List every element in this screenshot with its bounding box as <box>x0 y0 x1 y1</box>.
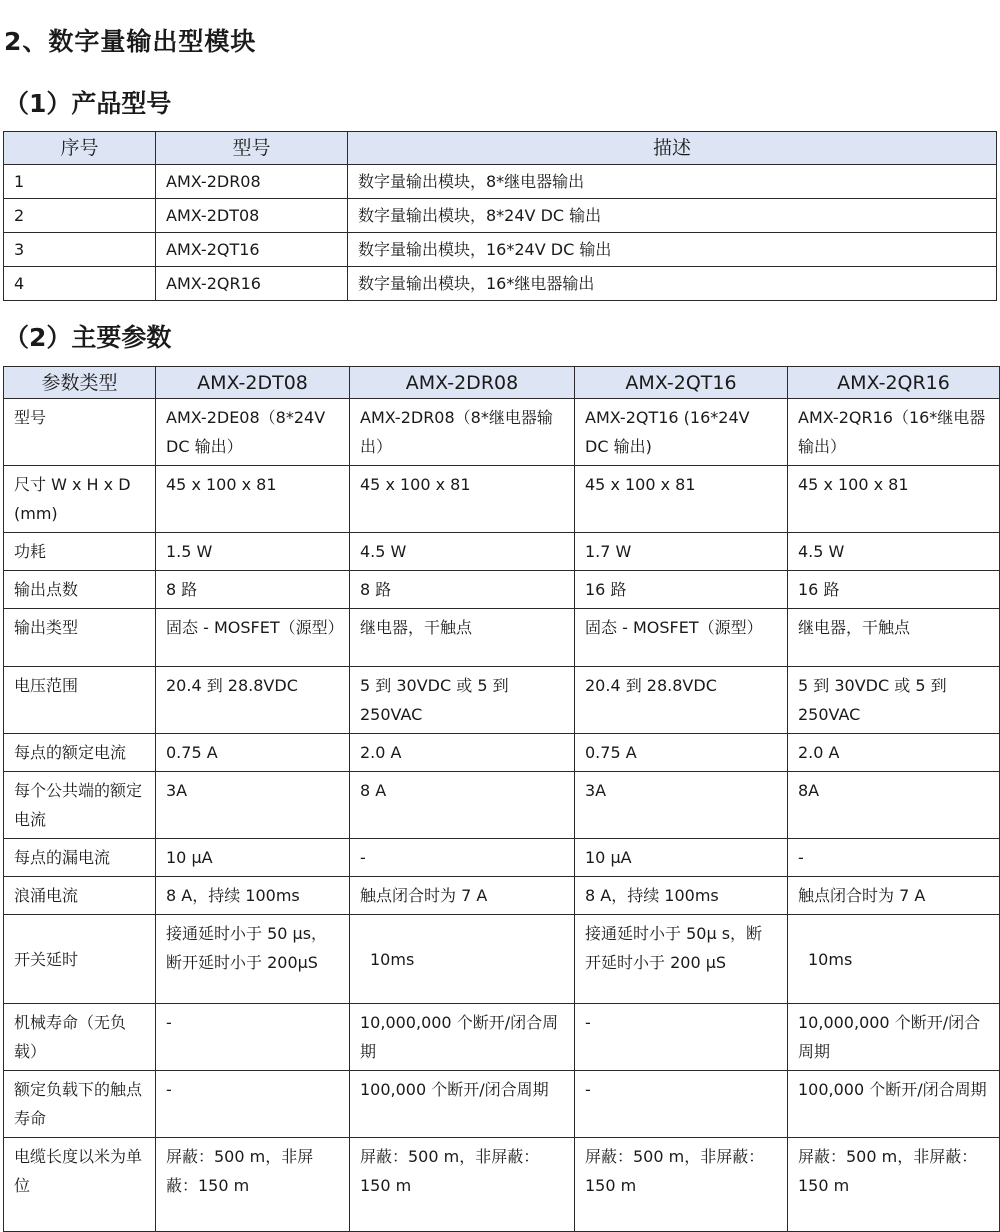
table-cell: 2.0 A <box>788 734 1000 772</box>
table-cell: AMX-2QR16 <box>156 267 348 301</box>
table-cell: 45 x 100 x 81 <box>788 466 1000 533</box>
table-cell: AMX-2QT16 (16*24V DC 输出) <box>575 399 788 466</box>
table-cell: - <box>350 839 575 877</box>
table-cell: 8 A，持续 100ms <box>575 877 788 915</box>
table-row <box>4 466 1000 533</box>
table-row <box>4 533 1000 571</box>
table-cell: AMX-2DE08（8*24V DC 输出） <box>156 399 350 466</box>
table-cell: 2.0 A <box>350 734 575 772</box>
table-cell: 固态 - MOSFET（源型） <box>575 609 788 667</box>
table-cell: 触点闭合时为 7 A <box>350 877 575 915</box>
param-name: 每点的额定电流 <box>4 734 156 772</box>
table-cell: 0.75 A <box>575 734 788 772</box>
column-header: 序号 <box>4 132 156 165</box>
table-row <box>4 165 997 199</box>
table-cell: 5 到 30VDC 或 5 到 250VAC <box>350 667 575 734</box>
table-cell: 数字量输出模块，16*继电器输出 <box>348 267 997 301</box>
table-row <box>4 399 1000 466</box>
table-cell: 45 x 100 x 81 <box>156 466 350 533</box>
table-cell: 45 x 100 x 81 <box>350 466 575 533</box>
table-row <box>4 609 1000 667</box>
table-cell: AMX-2QT16 <box>156 233 348 267</box>
table-cell: 10 μA <box>156 839 350 877</box>
table-cell: 屏蔽：500 m，非屏蔽：150 m <box>788 1138 1000 1232</box>
table-cell: - <box>156 1071 350 1138</box>
table-cell: 5 到 30VDC 或 5 到 250VAC <box>788 667 1000 734</box>
column-header: AMX-2DR08 <box>350 367 575 399</box>
param-name: 开关延时 <box>4 915 156 1004</box>
param-name: 电缆长度以米为单位 <box>4 1138 156 1232</box>
table-row <box>4 1071 1000 1138</box>
table-cell: 20.4 到 28.8VDC <box>575 667 788 734</box>
param-name: 浪涌电流 <box>4 877 156 915</box>
table-row <box>4 267 997 301</box>
table-cell: 0.75 A <box>156 734 350 772</box>
table-cell: 8A <box>788 772 1000 839</box>
table-cell: 100,000 个断开/闭合周期 <box>350 1071 575 1138</box>
table-cell: AMX-2DR08 <box>156 165 348 199</box>
table-cell: 数字量输出模块，16*24V DC 输出 <box>348 233 997 267</box>
column-header: AMX-2QR16 <box>788 367 1000 399</box>
column-header: 描述 <box>348 132 997 165</box>
table-cell: 数字量输出模块，8*继电器输出 <box>348 165 997 199</box>
table-cell: - <box>788 839 1000 877</box>
table-row <box>4 839 1000 877</box>
table-cell: 1 <box>4 165 156 199</box>
table-cell: 8 A，持续 100ms <box>156 877 350 915</box>
table-cell: 4.5 W <box>788 533 1000 571</box>
table-cell: 接通延时小于 50 μs，断开延时小于 200μS <box>156 915 350 1004</box>
table-cell: - <box>575 1004 788 1071</box>
table-row <box>4 734 1000 772</box>
table-cell: 固态 - MOSFET（源型） <box>156 609 350 667</box>
column-header: AMX-2DT08 <box>156 367 350 399</box>
table-cell: 10,000,000 个断开/闭合周期 <box>788 1004 1000 1071</box>
param-name: 型号 <box>4 399 156 466</box>
table-row <box>4 571 1000 609</box>
table-cell: - <box>156 1004 350 1071</box>
table-cell: 2 <box>4 199 156 233</box>
column-header: 参数类型 <box>4 367 156 399</box>
param-name: 额定负载下的触点寿命 <box>4 1071 156 1138</box>
table-cell: 接通延时小于 50μ s，断开延时小于 200 μS <box>575 915 788 1004</box>
main-params-table <box>3 366 1000 1232</box>
table-cell: AMX-2QR16（16*继电器输出） <box>788 399 1000 466</box>
table-cell: 20.4 到 28.8VDC <box>156 667 350 734</box>
table-cell: 触点闭合时为 7 A <box>788 877 1000 915</box>
table-cell: 4 <box>4 267 156 301</box>
table-cell: 1.5 W <box>156 533 350 571</box>
column-header: 型号 <box>156 132 348 165</box>
table-cell: AMX-2DR08（8*继电器输出） <box>350 399 575 466</box>
table-cell: 8 路 <box>350 571 575 609</box>
table-cell: 屏蔽：500 m，非屏蔽：150 m <box>575 1138 788 1232</box>
param-name: 每点的漏电流 <box>4 839 156 877</box>
table-cell: 10ms <box>350 915 575 1004</box>
table-header-row <box>4 132 997 165</box>
param-name: 功耗 <box>4 533 156 571</box>
table-row <box>4 915 1000 1004</box>
column-header: AMX-2QT16 <box>575 367 788 399</box>
table-cell: 4.5 W <box>350 533 575 571</box>
table-row <box>4 877 1000 915</box>
table-row <box>4 772 1000 839</box>
table-row <box>4 233 997 267</box>
table-cell: 继电器，干触点 <box>788 609 1000 667</box>
table-cell: 100,000 个断开/闭合周期 <box>788 1071 1000 1138</box>
table-cell: 3 <box>4 233 156 267</box>
param-name: 输出点数 <box>4 571 156 609</box>
table-cell: 8 路 <box>156 571 350 609</box>
table-cell: 16 路 <box>575 571 788 609</box>
table-cell: 数字量输出模块，8*24V DC 输出 <box>348 199 997 233</box>
product-model-table <box>3 131 997 301</box>
table-cell: AMX-2DT08 <box>156 199 348 233</box>
table-cell: 10,000,000 个断开/闭合周期 <box>350 1004 575 1071</box>
param-name: 每个公共端的额定电流 <box>4 772 156 839</box>
product-model-heading: （1）产品型号 <box>4 89 172 118</box>
param-name: 电压范围 <box>4 667 156 734</box>
table-cell: 屏蔽：500 m，非屏蔽：150 m <box>350 1138 575 1232</box>
table-cell: 16 路 <box>788 571 1000 609</box>
table-cell: 8 A <box>350 772 575 839</box>
table-row <box>4 667 1000 734</box>
param-name: 机械寿命（无负载） <box>4 1004 156 1071</box>
main-params-heading: （2）主要参数 <box>4 323 172 352</box>
table-row <box>4 199 997 233</box>
table-cell: 继电器，干触点 <box>350 609 575 667</box>
table-cell: 1.7 W <box>575 533 788 571</box>
table-cell: 10 μA <box>575 839 788 877</box>
table-row <box>4 1138 1000 1232</box>
table-header-row <box>4 367 1000 399</box>
table-cell: 3A <box>156 772 350 839</box>
table-cell: 45 x 100 x 81 <box>575 466 788 533</box>
table-row <box>4 1004 1000 1071</box>
table-cell: 3A <box>575 772 788 839</box>
param-name: 输出类型 <box>4 609 156 667</box>
section-title: 2、数字量输出型模块 <box>4 27 257 56</box>
param-name: 尺寸 W x H x D (mm) <box>4 466 156 533</box>
table-cell: 屏蔽：500 m，非屏蔽：150 m <box>156 1138 350 1232</box>
table-cell: - <box>575 1071 788 1138</box>
table-cell: 10ms <box>788 915 1000 1004</box>
